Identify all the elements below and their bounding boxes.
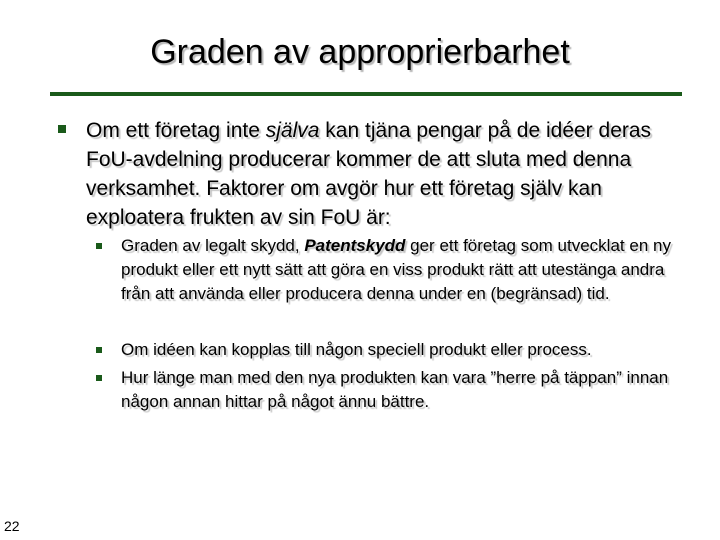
square-bullet-icon bbox=[96, 243, 102, 249]
square-bullet-icon bbox=[58, 125, 66, 133]
main-bullet bbox=[58, 116, 688, 232]
page-number: 22 bbox=[4, 518, 20, 534]
main-bullet-text: Om ett företag inte själva kan tjäna pengar på de idéer deras FoU-avdelning producerar kommer de att sluta med denna verksamhet. Faktorer om avgör hur ett företag själv kan exploatera frukten av sin FoU är: bbox=[86, 119, 652, 229]
sub-bullet-text: Graden av legalt skydd, Patentskydd ger ett företag som utvecklat en ny produkt eller ett nytt sätt att göra en viss produkt rätt att utestänga andra från att använda eller producera denna under en (begränsad) tid. bbox=[121, 236, 671, 303]
sub-bullet-lead-time bbox=[96, 366, 686, 414]
sub-bullet-legal-protection bbox=[96, 234, 686, 306]
sub-bullet-product-link bbox=[96, 338, 686, 362]
square-bullet-icon bbox=[96, 375, 102, 381]
slide-title: Graden av approprierbarhet bbox=[150, 33, 570, 71]
sub-bullet-text: Hur länge man med den nya produkten kan vara ”herre på täppan” innan någon annan hittar på något ännu bättre. bbox=[121, 368, 669, 411]
square-bullet-icon bbox=[96, 347, 102, 353]
sub-bullet-text: Om idéen kan kopplas till någon speciell produkt eller process. bbox=[121, 340, 592, 359]
title-divider bbox=[50, 92, 682, 96]
